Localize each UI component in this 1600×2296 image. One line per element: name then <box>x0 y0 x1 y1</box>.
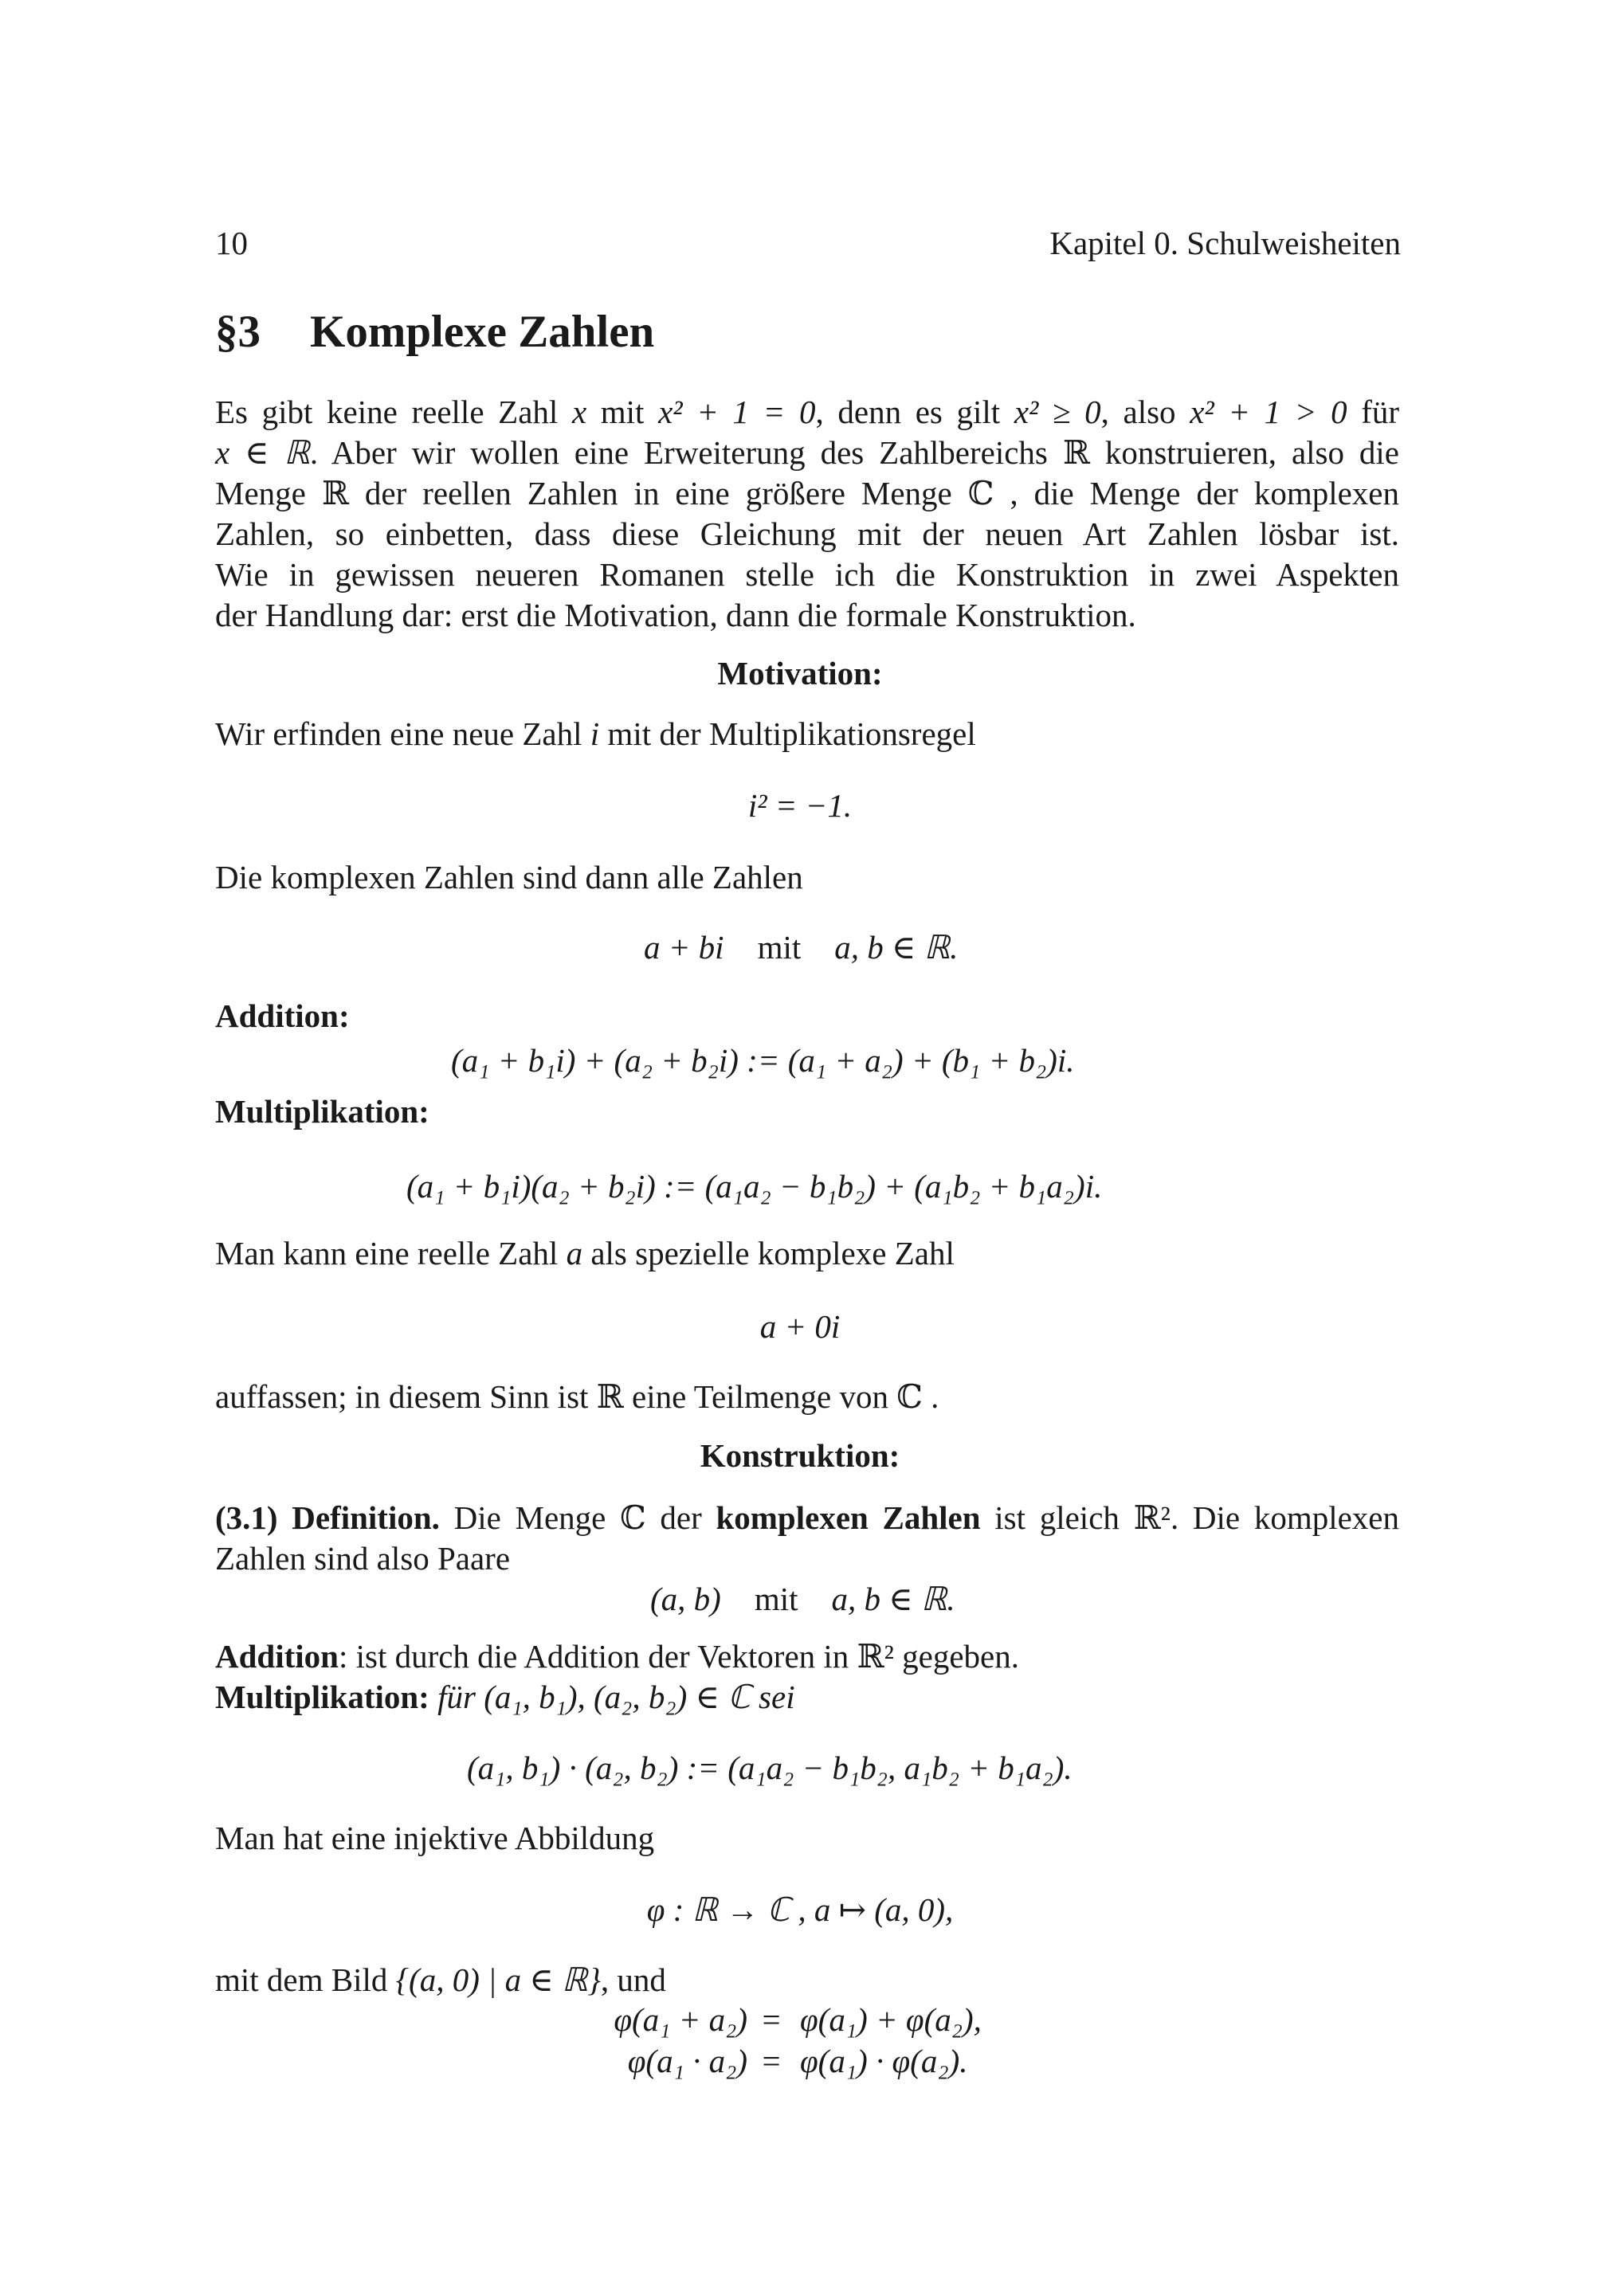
motivation-line-1: Wir erfinden eine neue Zahl i mit der Multiplikationsregel <box>215 715 976 752</box>
intro-line-6: der Handlung dar: erst die Motivation, dann die formale Konstruktion. <box>215 597 1136 633</box>
hom-eq1-equals: = <box>762 2001 781 2038</box>
multiplication-formula: (a₁ + b₁i)(a₂ + b₂i) := (a₁a₂ − b₁b₂) + (a₁b₂ + b₁a₂)i. <box>406 1168 1103 1205</box>
section-heading <box>215 304 654 360</box>
intro-line-1: Es gibt keine reelle Zahl x mit x² + 1 = 0, denn es gilt x² ≥ 0, also x² + 1 > 0 für <box>215 394 1400 430</box>
addition-label: Addition: <box>215 997 350 1034</box>
definition-line-2: Zahlen sind also Paare <box>215 1540 511 1577</box>
intro-line-2: x ∈ ℝ. Aber wir wollen eine Erweiterung des Zahlbereichs ℝ konstruieren, also die <box>215 434 1400 471</box>
page-number: 10 <box>215 225 248 261</box>
hom-eq2-right: φ(a₁) · φ(a₂). <box>800 2043 968 2079</box>
section-number: §3 <box>215 307 261 357</box>
phi-map-formula: φ : ℝ → ℂ , a ↦ (a, 0), <box>646 1891 954 1928</box>
intro-line-5: Wie in gewissen neueren Romanen stelle ich die Konstruktion in zwei Aspekten <box>215 556 1399 593</box>
image-set-line: mit dem Bild {(a, 0) | a ∈ ℝ}, und <box>215 1961 666 1998</box>
motivation-heading: Motivation: <box>717 655 883 692</box>
injective-map-line: Man hat eine injektive Abbildung <box>215 1820 655 1856</box>
addition-definition: Addition: ist durch die Addition der Vektoren in ℝ² gegeben. <box>215 1638 1020 1675</box>
formula-pairs: (a, b) mit a, b ∈ ℝ. <box>650 1581 955 1617</box>
motivation-line-2: Die komplexen Zahlen sind dann alle Zahlen <box>215 859 803 895</box>
hom-eq2-equals: = <box>762 2043 781 2079</box>
pair-multiplication-formula: (a₁, b₁) · (a₂, b₂) := (a₁a₂ − b₁b₂, a₁b₂ + b₁a₂). <box>467 1749 1073 1786</box>
section-title: Komplexe Zahlen <box>310 307 655 357</box>
running-title: Kapitel 0. Schulweisheiten <box>1049 225 1401 261</box>
multiplication-label: Multiplikation: <box>215 1093 429 1130</box>
hom-eq2-left: φ(a₁ · a₂) <box>627 2043 747 2079</box>
konstruktion-heading: Konstruktion: <box>700 1437 900 1474</box>
formula-i-squared: i² = −1. <box>747 787 853 824</box>
hom-eq1-left: φ(a₁ + a₂) <box>614 2001 747 2038</box>
formula-a-plus-0i: a + 0i <box>759 1308 841 1345</box>
definition-line-1: (3.1) Definition. Die Menge ℂ der komplexen Zahlen ist gleich ℝ². Die komplexen <box>215 1499 1399 1536</box>
intro-line-3: Menge ℝ der reellen Zahlen in eine größere Menge ℂ , die Menge der komplexen <box>215 475 1399 511</box>
multiplication-definition: Multiplikation: für (a₁, b₁), (a₂, b₂) ∈ ℂ sei <box>215 1679 795 1715</box>
addition-formula: (a₁ + b₁i) + (a₂ + b₂i) := (a₁ + a₂) + (b₁ + b₂)i. <box>451 1042 1075 1079</box>
formula-a-plus-bi: a + bi mit a, b ∈ ℝ. <box>644 929 959 966</box>
intro-line-4: Zahlen, so einbetten, dass diese Gleichung mit der neuen Art Zahlen lösbar ist. <box>215 515 1399 552</box>
motivation-line-4: auffassen; in diesem Sinn ist ℝ eine Teilmenge von ℂ . <box>215 1378 939 1415</box>
hom-eq1-right: φ(a₁) + φ(a₂), <box>800 2001 982 2038</box>
motivation-line-3: Man kann eine reelle Zahl a als spezielle komplexe Zahl <box>215 1235 955 1271</box>
